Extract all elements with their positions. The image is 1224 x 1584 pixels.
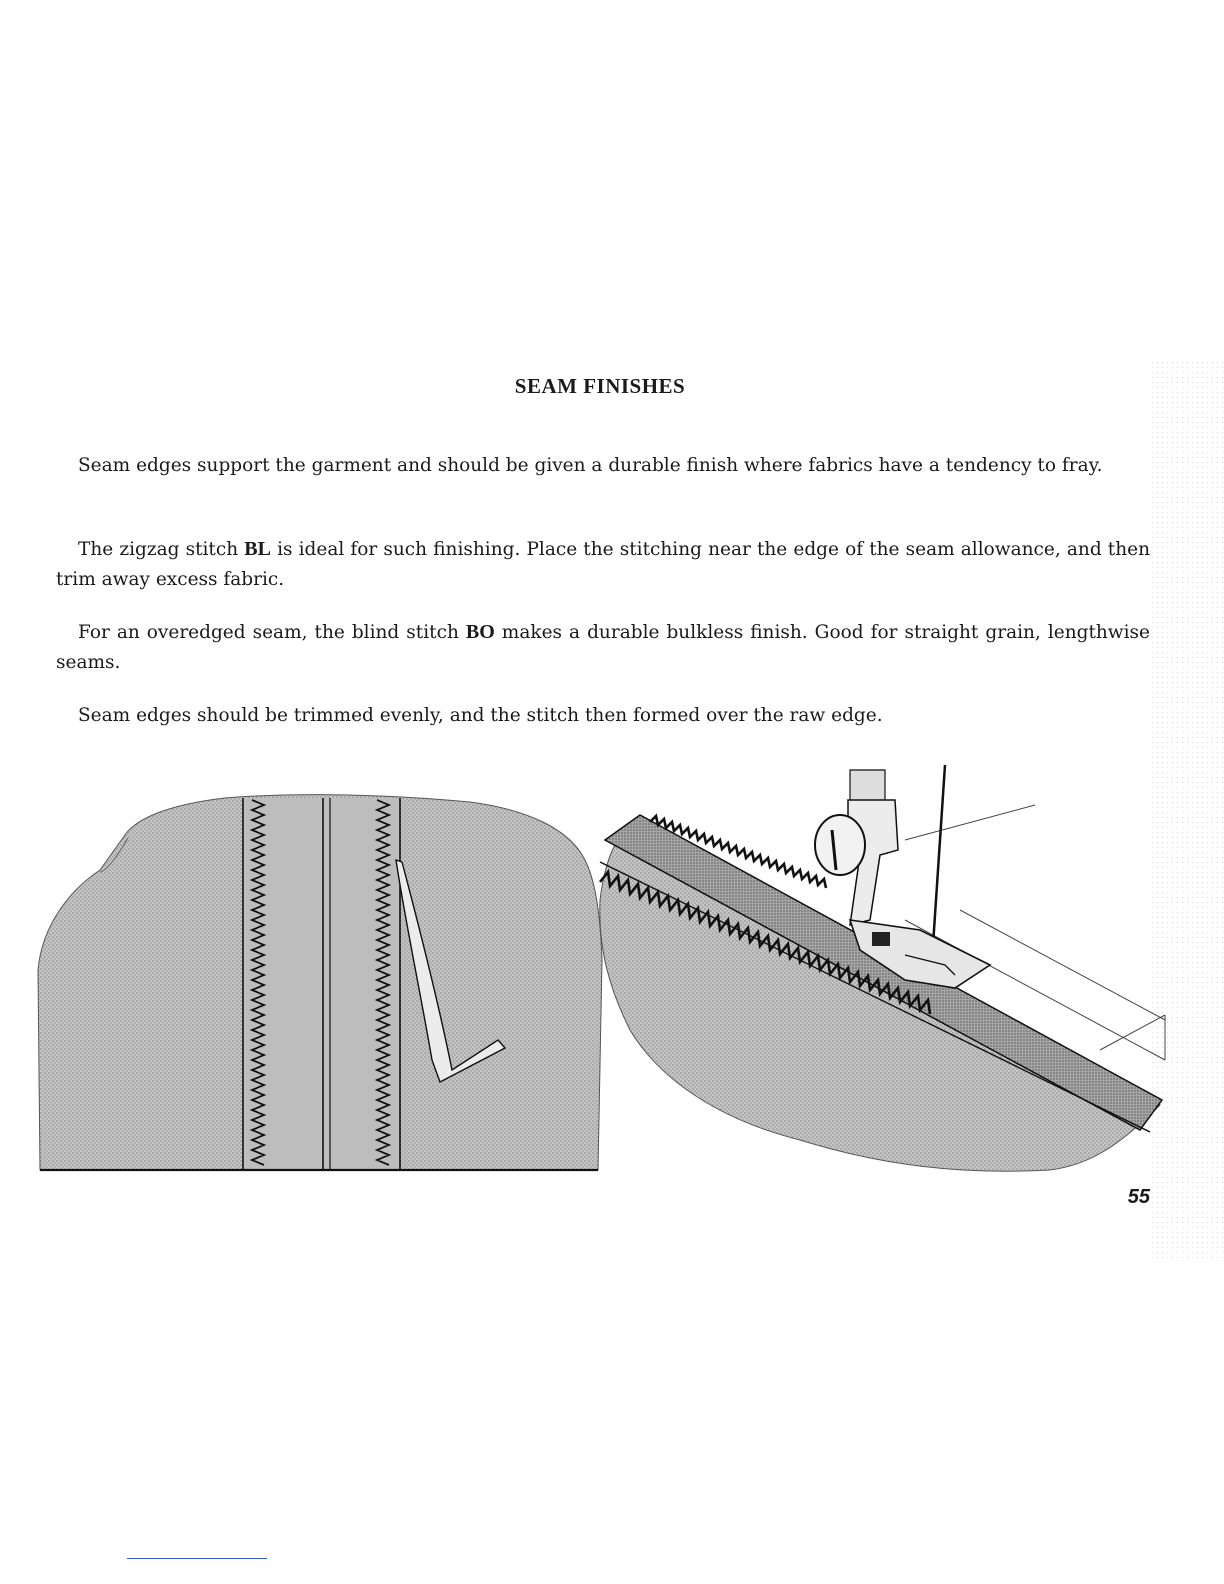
footer-rule — [127, 1558, 267, 1559]
overedge-seam-illustration — [600, 765, 1165, 1171]
paragraph-text: is ideal for such finishing. Place the stitching near the edge of the seam allowance, and then trim away excess fabric. — [56, 539, 1150, 590]
paragraph-zigzag-stitch — [56, 534, 1150, 595]
stitch-code-bo: BO — [465, 621, 495, 643]
paragraph-text: The zigzag stitch — [78, 539, 245, 560]
paragraph-blind-stitch — [56, 617, 1150, 678]
page-number: 55 — [1127, 1186, 1150, 1208]
paragraph-fraying: Seam edges support the garment and should be given a durable finish where fabrics have a tendency to fray. — [78, 455, 1103, 476]
needle — [932, 765, 945, 960]
paragraph-trim-edges: Seam edges should be trimmed evenly, and the stitch then formed over the raw edge. — [78, 705, 883, 726]
page-title: SEAM FINISHES — [514, 374, 686, 398]
thumb-screw — [815, 815, 865, 875]
seam-finish-illustrations — [0, 760, 1224, 1190]
seam-allowance-left — [243, 798, 323, 1170]
paragraph-text: makes a durable bulkless finish. Good for straight grain, lengthwise seams. — [56, 622, 1150, 673]
stitch-code-bl: BL — [244, 538, 271, 560]
paragraph-text: For an overedged seam, the blind stitch — [78, 622, 466, 643]
zigzag-seam-illustration — [38, 795, 602, 1170]
